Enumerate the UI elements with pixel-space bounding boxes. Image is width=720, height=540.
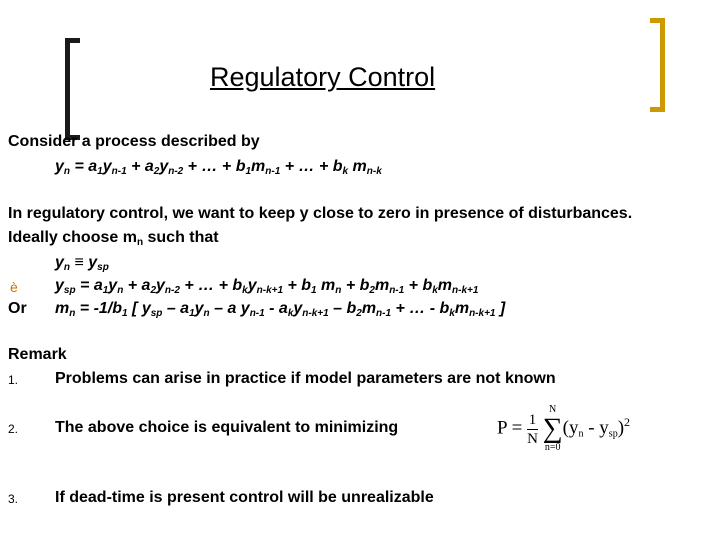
or-label: Or	[8, 300, 27, 317]
slide-title: Regulatory Control	[210, 62, 436, 92]
right-bracket-decoration	[650, 18, 665, 112]
intro-text: Consider a process described by	[8, 133, 260, 150]
remark-item: Problems can arise in practice if model parameters are not known	[55, 370, 556, 387]
setpoint-equation: $y_n \equiv y_{sp}$	[55, 254, 109, 273]
remark-item: The above choice is equivalent to minimizing	[55, 419, 399, 436]
remark-heading: Remark	[8, 346, 67, 363]
remark-item: If dead-time is present control will be unrealizable	[55, 489, 434, 506]
remark-number: 3.	[8, 492, 19, 506]
remark-number: 1.	[8, 373, 19, 387]
arrow-icon: è	[10, 279, 18, 295]
remark-number: 2.	[8, 422, 19, 436]
fraction: $\frac{1}{N}$	[527, 411, 538, 447]
regulatory-text: In regulatory control, we want to keep y close to zero in presence of disturbances.	[8, 205, 633, 222]
expanded-equation: $y_{sp} = a_1y_n + a_2y_{n-2}$ + … + $b_ky_{n-k+1} + b_1$ $m_n + b_2m_{n-1} + b_km_{n-k+1}$	[55, 277, 479, 296]
control-law-equation: $m_n = -1/b_1$ [ $y_{sp} - a_1y_n$ – a $y_{n-1} - a_ky_{n-k+1} - b_2m_{n-1}$ + … - $b_km_{n-k+1}$ ]	[55, 300, 506, 319]
left-bracket-decoration	[65, 38, 80, 140]
summation-icon: N ∑ n=0	[542, 404, 563, 453]
process-model-equation: $y_n = a_1y_{n-1} + a_2y_{n-2}$ + … + $b_1m_{n-1}$ + … + $b_k$ $m_{n-k}$	[55, 158, 382, 177]
choose-text: Ideally choose $m_n$ such that	[8, 229, 219, 248]
objective-formula: P = $\frac{1}{N}$ N ∑ n=0 $(y_n - y_{sp})^2$	[497, 404, 631, 453]
